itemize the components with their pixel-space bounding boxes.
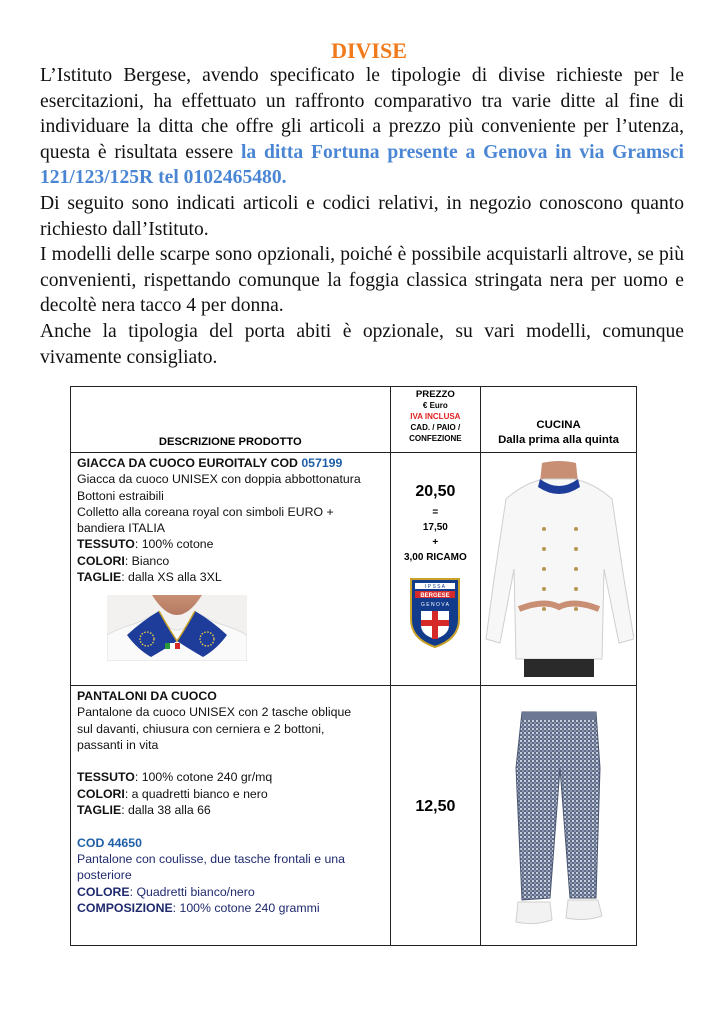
row-line: bandiera ITALIA <box>77 521 165 536</box>
field-value: : 100% cotone 240 gr/mq <box>134 770 273 785</box>
intro-paragraph-4: Anche la tipologia del porta abiti è opzionale, su vari modelli, comunque vivamente consigliato. <box>40 320 684 368</box>
row-title <box>77 688 384 704</box>
row-field <box>77 536 384 552</box>
field-label: COLORE <box>77 884 130 899</box>
field-label: TESSUTO <box>77 537 135 552</box>
collar-detail-image <box>107 595 247 661</box>
header-price-line: CONFEZIONE <box>409 434 462 443</box>
row-description <box>71 453 391 686</box>
field-label: TAGLIE <box>77 570 122 585</box>
row-line: Giacca da cuoco UNISEX con doppia abbottonatura <box>77 472 361 487</box>
row-line: Colletto alla coreana royal con simboli EURO + <box>77 504 334 519</box>
field-label: COMPOSIZIONE <box>77 900 173 915</box>
supplier-highlight: la ditta Fortuna presente a Genova in via Gramsci 121/123/125R tel 0102465480. <box>40 141 684 189</box>
row-line: passanti in vita <box>77 737 159 752</box>
row-product-image <box>481 453 637 686</box>
intro-text <box>40 63 684 370</box>
price-plus: + <box>432 537 439 548</box>
price-total: 20,50 <box>415 483 456 500</box>
row-field <box>77 569 384 585</box>
field-value: : Bianco <box>124 553 170 568</box>
intro-paragraph-2: Di seguito sono indicati articoli e codici relativi, in negozio conoscono quanto richiesto dall’Istituto. <box>40 192 684 240</box>
alt-row-line: Pantalone con coulisse, due tasche frontali e una <box>77 851 345 866</box>
chef-jacket-image <box>484 459 634 679</box>
table-header-row <box>71 387 637 453</box>
row-line: sul davanti, chiusura con cerniera e 2 bottoni, <box>77 721 325 736</box>
row-price <box>390 686 480 946</box>
row-title <box>77 455 384 471</box>
field-value: : dalla 38 alla 66 <box>121 803 211 818</box>
table-row <box>71 686 637 946</box>
badge-line-2: BERGESE <box>420 593 451 599</box>
row-field <box>77 786 384 802</box>
header-category-title: CUCINA <box>536 419 581 431</box>
products-table <box>70 386 637 946</box>
alt-row-field <box>77 900 384 916</box>
row-title-text: GIACCA DA CUOCO EUROITALY COD <box>77 456 302 470</box>
table-row <box>71 453 637 686</box>
header-price-line: PREZZO <box>415 389 455 400</box>
badge-line-3: G E N O V A <box>421 602 450 608</box>
price-equals: = <box>432 507 439 518</box>
alt-product-code: COD 44650 <box>77 835 142 850</box>
badge-line-1: I P S S A <box>425 584 446 590</box>
page-title: DIVISE <box>331 38 407 63</box>
intro-paragraph-1 <box>40 63 684 191</box>
header-category-sub: Dalla prima alla quinta <box>498 434 619 446</box>
field-value: : 100% cotone 240 grammi <box>172 900 320 915</box>
row-product-image <box>481 686 637 946</box>
field-label: COLORI <box>77 786 125 801</box>
school-badge-image <box>407 575 463 651</box>
field-value: : 100% cotone <box>134 537 214 552</box>
field-label: TAGLIE <box>77 803 122 818</box>
row-line: Pantalone da cuoco UNISEX con 2 tasche oblique <box>77 705 352 720</box>
intro-p1-text: L’Istituto Bergese, avendo specificato le tipologie di divise richieste per le esercitazioni, ha effettuato un raffronto comparativo tra varie ditte al fine di individuare la ditta che offre gli articoli a prezzo più conveniente per l’utenza, questa è risultata essere <box>40 65 684 163</box>
alt-row-field <box>77 884 384 900</box>
field-value: : a quadretti bianco e nero <box>124 786 268 801</box>
header-price-line: € Euro <box>422 401 448 410</box>
field-value: : dalla XS alla 3XL <box>121 570 222 585</box>
row-price <box>390 453 480 686</box>
price-total: 12,50 <box>415 798 456 815</box>
field-label: COLORI <box>77 553 125 568</box>
row-title-text: PANTALONI DA CUOCO <box>77 689 217 703</box>
row-field <box>77 769 384 785</box>
row-field <box>77 802 384 818</box>
header-category <box>481 387 637 453</box>
intro-paragraph-3: I modelli delle scarpe sono opzionali, poiché è possibile acquistarli altrove, se più convenienti, rispettando comunque la foggia classica stringata nera per uomo e decoltè nera tacco 4 per donna. <box>40 244 684 317</box>
price-base: 17,50 <box>422 522 448 533</box>
field-value: : Quadretti bianco/nero <box>129 884 255 899</box>
row-description <box>71 686 391 946</box>
row-line: Bottoni estraibili <box>77 488 164 503</box>
product-code: 057199 <box>301 456 343 470</box>
row-field <box>77 553 384 569</box>
header-price-line: IVA INCLUSA <box>410 412 461 421</box>
chef-pants-image <box>504 708 614 930</box>
header-price <box>390 387 480 453</box>
field-label: TESSUTO <box>77 770 135 785</box>
header-description: DESCRIZIONE PRODOTTO <box>71 387 391 453</box>
price-embroidery: 3,00 RICAMO <box>403 552 467 563</box>
alt-row-line: posteriore <box>77 868 132 883</box>
header-price-line: CAD. / PAIO / <box>410 423 461 432</box>
